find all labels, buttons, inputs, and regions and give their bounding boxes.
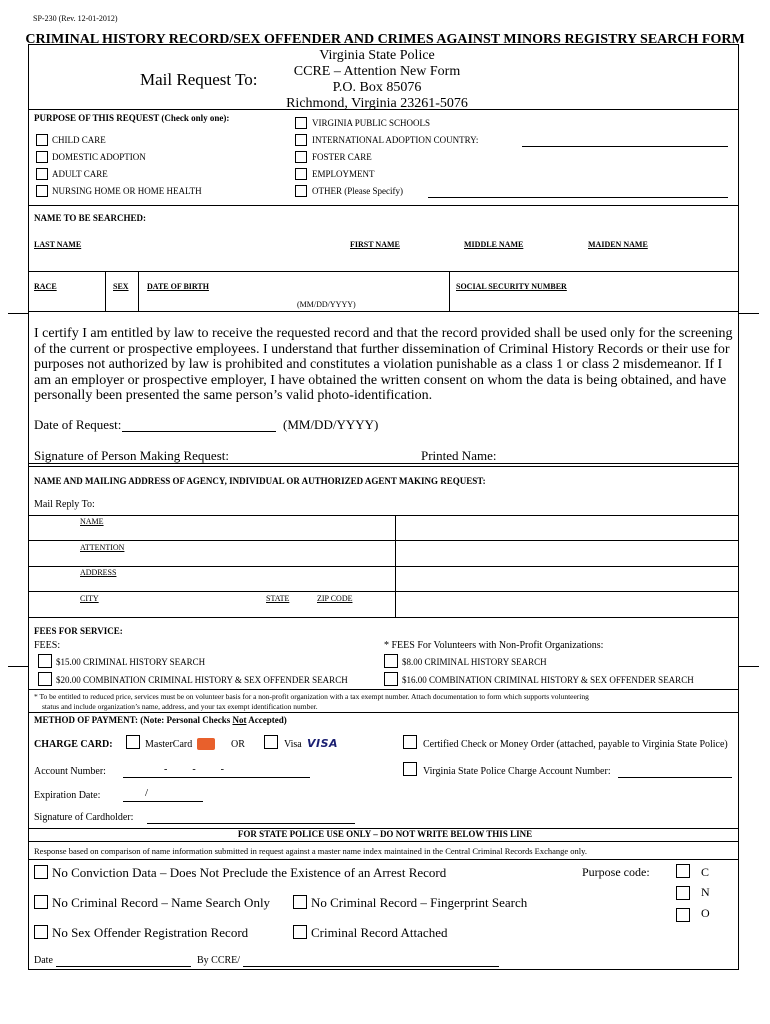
divider	[28, 859, 739, 860]
checkbox-employment[interactable]	[295, 168, 307, 180]
office-date-field[interactable]	[56, 966, 191, 967]
visa-logo-icon: VISA	[307, 737, 339, 750]
divider	[28, 712, 739, 713]
divider	[28, 566, 739, 567]
fee-note-line-1: * To be entitled to reduced price, services must be on volunteer basis for a non-profit organization with a tax exempt number. Attach documentation to form which supports volunteering	[34, 692, 589, 701]
mail-reply-label: Mail Reply To:	[34, 499, 95, 510]
certified-check-label: Certified Check or Money Order (attached, payable to Virginia State Police)	[423, 739, 728, 750]
checkbox-record-attached[interactable]	[293, 925, 307, 939]
mail-request-address	[262, 48, 492, 112]
divider	[28, 205, 739, 206]
office-date-label: Date	[34, 955, 53, 966]
ssn-label: SOCIAL SECURITY NUMBER	[456, 282, 567, 291]
sex-label: SEX	[113, 282, 129, 291]
form-id: SP-230 (Rev. 12-01-2012)	[33, 14, 118, 23]
fee-20-label: $20.00 COMBINATION CRIMINAL HISTORY & SEX OFFENDER SEARCH	[56, 675, 348, 685]
other-specify-field[interactable]	[428, 197, 728, 198]
checkbox-nursing-home[interactable]	[36, 185, 48, 197]
country-field[interactable]	[522, 146, 728, 147]
checkbox-no-record-name[interactable]	[34, 895, 48, 909]
office-use-heading: FOR STATE POLICE USE ONLY – DO NOT WRITE BELOW THIS LINE	[237, 829, 533, 839]
no-record-fingerprint-label: No Criminal Record – Fingerprint Search	[311, 895, 528, 910]
visa-label: Visa	[284, 739, 302, 750]
expiration-field[interactable]	[123, 801, 203, 802]
fee-note-line-2: status and include organization’s name, address, and your tax exempt identification number.	[42, 702, 318, 711]
margin-mark	[739, 313, 759, 314]
checkbox-no-record-fingerprint[interactable]	[293, 895, 307, 909]
divider	[28, 311, 739, 312]
divider	[28, 540, 739, 541]
first-name-label: FIRST NAME	[350, 240, 400, 249]
mastercard-label: MasterCard	[145, 739, 193, 750]
margin-mark	[739, 666, 759, 667]
fees-heading: FEES FOR SERVICE:	[34, 626, 123, 636]
address-line-3: P.O. Box 85076	[332, 80, 422, 95]
race-label: RACE	[34, 282, 57, 291]
expiration-label: Expiration Date:	[34, 790, 101, 801]
date-of-request-field[interactable]	[122, 431, 276, 432]
divider	[105, 271, 106, 311]
mastercard-logo-icon	[197, 738, 215, 750]
state-label: STATE	[266, 594, 290, 603]
checkbox-visa[interactable]	[264, 735, 278, 749]
address-line-1: Virginia State Police	[319, 48, 435, 63]
checkbox-no-conviction[interactable]	[34, 865, 48, 879]
purpose-code-label: Purpose code:	[582, 865, 650, 879]
checkbox-public-schools[interactable]	[295, 117, 307, 129]
divider	[449, 271, 450, 311]
fee-16-label: $16.00 COMBINATION CRIMINAL HISTORY & SEX OFFENDER SEARCH	[402, 675, 694, 685]
divider	[28, 463, 739, 464]
checkbox-no-sex-offender[interactable]	[34, 925, 48, 939]
payment-heading-pre: METHOD OF PAYMENT: (Note: Personal Checks	[34, 715, 233, 725]
certification-text: I certify I am entitled by law to receive the requested record and that the record provided shall be used only for the screening of the current or prospective employees. I understand that further dissemination of Criminal History Records or their use for purposes not authorized by law is prohibited and constitutes a violation punishable as a class 1 or class 2 misdemeanor. If I am an employer or prospective employer, I have obtained the written consent on whom the data is being obtained, and have personally been presented the same person’s valid photo-identification.	[34, 326, 733, 403]
form-title: CRIMINAL HISTORY RECORD/SEX OFFENDER AND CRIMES AGAINST MINORS REGISTRY SEARCH FORM	[25, 32, 745, 47]
no-record-name-label: No Criminal Record – Name Search Only	[52, 895, 271, 910]
no-sex-offender-label: No Sex Offender Registration Record	[52, 925, 249, 940]
account-number-field[interactable]	[123, 777, 310, 778]
checkbox-international-adoption[interactable]	[295, 134, 307, 146]
checkbox-fee-15[interactable]	[38, 654, 52, 668]
checkbox-certified-check[interactable]	[403, 735, 417, 749]
label-public-schools: VIRGINIA PUBLIC SCHOOLS	[312, 118, 431, 128]
checkbox-foster-care[interactable]	[295, 151, 307, 163]
city-label: CITY	[80, 594, 99, 603]
address-line-4: Richmond, Virginia 23261-5076	[286, 96, 468, 111]
vsp-account-label: Virginia State Police Charge Account Number:	[423, 766, 611, 777]
cardholder-signature-field[interactable]	[147, 823, 355, 824]
payment-heading-post: Accepted)	[246, 715, 287, 725]
divider	[28, 271, 739, 272]
fees-label: FEES:	[34, 640, 61, 651]
fee-8-label: $8.00 CRIMINAL HISTORY SEARCH	[402, 657, 547, 667]
divider	[28, 515, 739, 516]
checkbox-adult-care[interactable]	[36, 168, 48, 180]
printed-name-label: Printed Name:	[421, 448, 497, 463]
margin-mark	[8, 666, 28, 667]
checkbox-code-o[interactable]	[676, 908, 690, 922]
or-label: OR	[231, 739, 245, 750]
label-employment: EMPLOYMENT	[312, 169, 375, 179]
payment-heading-not: Not	[232, 715, 247, 725]
divider	[28, 591, 739, 592]
date-format: (MM/DD/YYYY)	[283, 417, 379, 432]
payment-heading	[34, 715, 287, 725]
label-foster-care: FOSTER CARE	[312, 152, 372, 162]
checkbox-fee-16[interactable]	[384, 672, 398, 686]
code-c-label: C	[701, 865, 710, 879]
address-line-2: CCRE – Attention New Form	[293, 64, 461, 79]
zip-label: ZIP CODE	[317, 594, 353, 603]
margin-mark	[8, 313, 28, 314]
checkbox-mastercard[interactable]	[126, 735, 140, 749]
fee-15-label: $15.00 CRIMINAL HISTORY SEARCH	[56, 657, 206, 667]
code-n-label: N	[701, 885, 710, 899]
divider	[28, 466, 739, 467]
checkbox-vsp-account[interactable]	[403, 762, 417, 776]
by-ccre-field[interactable]	[243, 966, 499, 967]
checkbox-other[interactable]	[295, 185, 307, 197]
agency-name-label: NAME	[80, 517, 104, 526]
expiration-slash: /	[145, 787, 149, 799]
label-domestic-adoption: DOMESTIC ADOPTION	[52, 152, 146, 162]
account-number-label: Account Number:	[34, 766, 106, 777]
divider	[28, 109, 739, 110]
maiden-name-label: MAIDEN NAME	[588, 240, 648, 249]
cardholder-signature-label: Signature of Cardholder:	[34, 812, 134, 823]
by-ccre-label: By CCRE/	[197, 955, 241, 966]
label-child-care: CHILD CARE	[52, 135, 106, 145]
middle-name-label: MIDDLE NAME	[464, 240, 524, 249]
signature-label: Signature of Person Making Request:	[34, 448, 229, 463]
label-international-adoption: INTERNATIONAL ADOPTION COUNTRY:	[312, 135, 479, 145]
dob-label: DATE OF BIRTH	[147, 282, 209, 291]
attention-label: ATTENTION	[80, 543, 125, 552]
code-o-label: O	[701, 906, 710, 920]
checkbox-child-care[interactable]	[36, 134, 48, 146]
checkbox-fee-8[interactable]	[384, 654, 398, 668]
label-adult-care: ADULT CARE	[52, 169, 108, 179]
checkbox-domestic-adoption[interactable]	[36, 151, 48, 163]
agency-heading: NAME AND MAILING ADDRESS OF AGENCY, INDIVIDUAL OR AUTHORIZED AGENT MAKING REQUEST:	[34, 476, 486, 486]
dob-format: (MM/DD/YYYY)	[297, 300, 356, 309]
label-nursing-home: NURSING HOME OR HOME HEALTH	[52, 186, 202, 196]
divider	[28, 841, 739, 842]
no-conviction-label: No Conviction Data – Does Not Preclude the Existence of an Arrest Record	[52, 865, 447, 880]
response-note: Response based on comparison of name information submitted in request against a master name index maintained in the Central Criminal Records Exchange only.	[34, 846, 587, 856]
purpose-heading: PURPOSE OF THIS REQUEST (Check only one):	[34, 113, 230, 123]
charge-card-label: CHARGE CARD:	[34, 739, 113, 750]
checkbox-fee-20[interactable]	[38, 672, 52, 686]
name-search-heading: NAME TO BE SEARCHED:	[34, 213, 146, 223]
account-number-dashes: - - -	[164, 764, 224, 775]
checkbox-code-n[interactable]	[676, 886, 690, 900]
date-of-request-label: Date of Request:	[34, 417, 122, 432]
record-attached-label: Criminal Record Attached	[311, 925, 448, 940]
last-name-label: LAST NAME	[34, 240, 82, 249]
label-other: OTHER (Please Specify)	[312, 186, 403, 196]
volunteer-fees-label: * FEES For Volunteers with Non-Profit Organizations:	[384, 640, 604, 651]
mail-request-label: Mail Request To:	[140, 70, 258, 89]
divider	[138, 271, 139, 311]
divider	[28, 689, 739, 690]
vsp-account-field[interactable]	[618, 777, 732, 778]
checkbox-code-c[interactable]	[676, 864, 690, 878]
agency-address-label: ADDRESS	[80, 568, 117, 577]
divider	[28, 617, 739, 618]
